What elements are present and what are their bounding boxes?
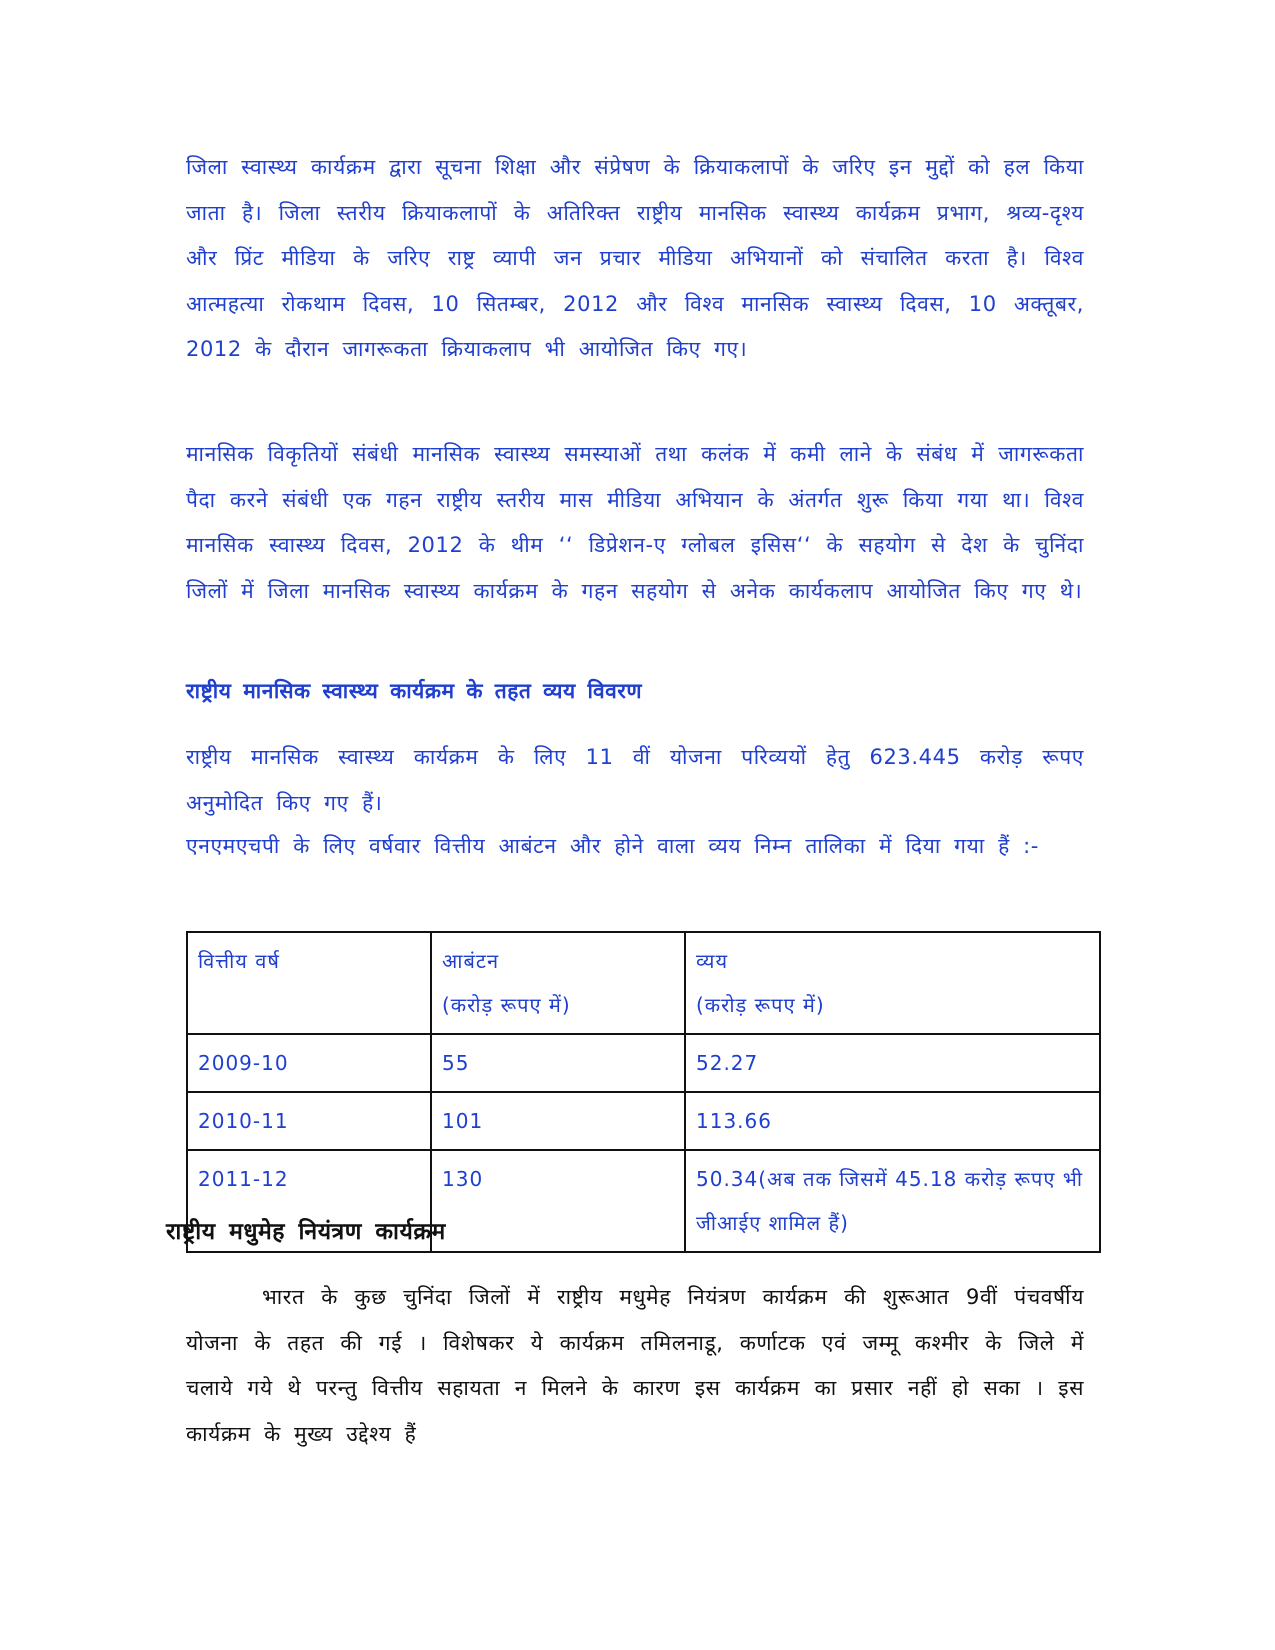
- cell-expenditure: 52.27: [685, 1034, 1100, 1092]
- section-heading-diabetes: राष्ट्रीय मधुमेह नियंत्रण कार्यक्रम: [166, 1219, 446, 1245]
- cell-expenditure: 113.66: [685, 1092, 1100, 1150]
- cell-year: 2009-10: [187, 1034, 431, 1092]
- cell-allocation: 130: [431, 1150, 685, 1252]
- header-expenditure: [685, 932, 1100, 1034]
- paragraph-table-intro: एनएमएचपी के लिए वर्षवार वित्तीय आबंटन और होने वाला व्यय निम्न तालिका में दिया गया हैं :-: [186, 834, 1039, 858]
- header-year-label: वित्तीय वर्ष: [198, 949, 280, 973]
- allocation-expenditure-table: [186, 931, 1101, 1253]
- table-row: [187, 1092, 1100, 1150]
- cell-allocation: 55: [431, 1034, 685, 1092]
- header-allocation: [431, 932, 685, 1034]
- table-header-row: [187, 932, 1100, 1034]
- section-heading-expenditure: राष्ट्रीय मानसिक स्वास्थ्य कार्यक्रम के तहत व्यय विवरण: [186, 679, 643, 703]
- cell-expenditure: 50.34(अब तक जिसमें 45.18 करोड़ रूपए भी जीआईए शामिल हैं): [685, 1150, 1100, 1252]
- header-expenditure-label: व्यय: [696, 949, 729, 973]
- cell-allocation: 101: [431, 1092, 685, 1150]
- paragraph-iec-activities: जिला स्वास्थ्य कार्यक्रम द्वारा सूचना शिक्षा और संप्रेषण के क्रियाकलापों के जरिए इन मुद्दों को हल किया जाता है। जिला स्तरीय क्रियाकलापों के अतिरिक्त राष्ट्रीय मानसिक स्वास्थ्य कार्यक्रम प्रभाग, श्रव्य-दृश्य और प्रिंट मीडिया के जरिए राष्ट्र व्यापी जन प्रचार मीडिया अभियानों को संचालित करता है। विश्व आत्महत्या रोकथाम दिवस, 10 सितम्बर, 2012 और विश्व मानसिक स्वास्थ्य दिवस, 10 अक्तूबर, 2012 के दौरान जागरूकता क्रियाकलाप भी आयोजित किए गए।: [186, 155, 1084, 361]
- paragraph-mass-media-campaign: मानसिक विकृतियों संबंधी मानसिक स्वास्थ्य समस्याओं तथा कलंक में कमी लाने के संबंध में जागरूकता पैदा करने संबंधी एक गहन राष्ट्रीय स्तरीय मास मीडिया अभियान के अंतर्गत शुरू किया गया था। विश्व मानसिक स्वास्थ्य दिवस, 2012 के थीम ‘‘ डिप्रेशन-ए ग्लोबल इसिस‘‘ के सहयोग से देश के चुनिंदा जिलों में जिला मानसिक स्वास्थ्य कार्यक्रम के गहन सहयोग से अनेक कार्यकलाप आयोजित किए गए थे।: [186, 442, 1084, 603]
- header-year: [187, 932, 431, 1034]
- table-row: [187, 1034, 1100, 1092]
- header-allocation-unit: (करोड़ रूपए में): [442, 993, 571, 1017]
- paragraph-plan-outlay: राष्ट्रीय मानसिक स्वास्थ्य कार्यक्रम के लिए 11 वीं योजना परिव्ययों हेतु 623.445 करोड़ रूपए अनुमोदित किए गए हैं।: [186, 745, 1084, 815]
- header-expenditure-unit: (करोड़ रूपए में): [696, 993, 825, 1017]
- header-allocation-label: आबंटन: [442, 949, 500, 973]
- cell-year: 2010-11: [187, 1092, 431, 1150]
- paragraph-diabetes-program: भारत के कुछ चुनिंदा जिलों में राष्ट्रीय मधुमेह नियंत्रण कार्यक्रम की शुरूआत 9वीं पंचवर्षीय योजना के तहत की गई । विशेषकर ये कार्यक्रम तमिलनाडू, कर्णाटक एवं जम्मू कश्मीर के जिले में चलाये गये थे परन्तु वित्तीय सहायता न मिलने के कारण इस कार्यक्रम का प्रसार नहीं हो सका । इस कार्यक्रम के मुख्य उद्देश्य हैं: [186, 1285, 1084, 1446]
- cell-year: 2011-12: [187, 1150, 431, 1252]
